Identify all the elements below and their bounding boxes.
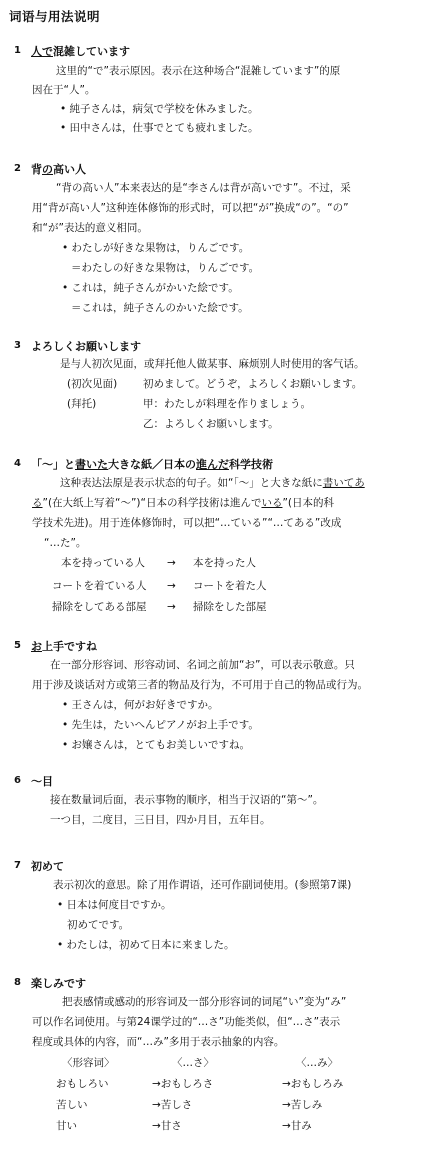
section-heading: ～目 [31, 775, 53, 788]
explanation-line: 因在于“人”。 [32, 84, 96, 96]
example-line: • 田中さんは，仕事でとても疲れました。 [60, 122, 259, 134]
table-cell: →おもしろさ [152, 1078, 214, 1090]
explanation-line: 和“が”表达的意义相同。 [32, 222, 148, 234]
explanation-line: 这种表达法原是表示状态的句子。如“「～」と大きな紙に書いてあ [60, 477, 365, 489]
example-line: • わたしは，初めて日本に来ました。 [57, 939, 235, 951]
section-heading: よろしくお願いします [31, 340, 141, 353]
table-header: 〈…み〉 [296, 1057, 338, 1069]
table-cell: おもしろい [56, 1078, 109, 1090]
section-heading: 楽しみです [31, 977, 86, 990]
section-heading: お上手ですね [31, 640, 97, 653]
explanation-line: 这里的“で”表示原因。表示在这种场合“混雑しています”的原 [56, 65, 341, 77]
section-heading: 人で混雑しています [31, 45, 130, 58]
section-heading: 背の高い人 [31, 163, 86, 176]
section-heading: 「～」と書いた大きな紙／日本の進んだ科学技術 [31, 458, 273, 471]
table-cell: 苦しい [56, 1099, 88, 1111]
table-cell: →甘さ [152, 1120, 182, 1132]
example-line: 一つ目，二度目，三日目，四か月目，五年目。 [50, 814, 271, 826]
table-row [56, 1094, 406, 1115]
conversion-before: コートを着ている人 [52, 580, 147, 592]
conversion-after: コートを着た人 [193, 580, 267, 592]
section-number: 2 [14, 163, 21, 174]
table-header-row [56, 1052, 406, 1073]
conversion-after: 本を持った人 [193, 557, 256, 569]
table-cell: →おもしろみ [282, 1078, 344, 1090]
section-number: 1 [14, 45, 21, 56]
section-number: 3 [14, 340, 21, 351]
example-line: • 先生は，たいへんピアノがお上手です。 [62, 719, 259, 731]
example-line: ＝これは，純子さんのかいた絵です。 [71, 302, 249, 314]
section-number: 8 [14, 977, 21, 988]
section-heading: 初めて [31, 860, 64, 873]
explanation-line: 把表感情或感动的形容词及一部分形容词的词尾“い”变为“み” [62, 996, 347, 1008]
explanation-line: 是与人初次见面，或拜托他人做某事、麻烦别人时使用的客气话。 [60, 358, 365, 370]
example-line: • これは，純子さんがかいた絵です。 [62, 282, 239, 294]
table-row [56, 1073, 406, 1094]
table-cell: →苦しみ [282, 1099, 323, 1111]
arrow-icon: → [167, 580, 176, 592]
explanation-line: る”(在大纸上写着“～”)“日本の科学技術は進んでいる”(日本的科 [32, 497, 334, 509]
usage-label: (拜托) [67, 398, 97, 410]
section-number: 5 [14, 640, 21, 651]
explanation-line: 在一部分形容词、形容动词、名词之前加“お”，可以表示敬意。只 [50, 659, 355, 671]
table-cell: →苦しさ [152, 1099, 193, 1111]
explanation-line: 用“背が高い人”这种连体修饰的形式时，可以把“が”换成“の”。“の” [32, 202, 349, 214]
usage-example: 甲：わたしが料理を作りましょう。 [143, 398, 311, 410]
conversion-after: 掃除をした部屋 [193, 601, 267, 613]
table-header: 〈形容词〉 [62, 1057, 115, 1069]
explanation-line: “…た”。 [44, 537, 87, 549]
example-line: 初めてです。 [67, 919, 130, 931]
page-title: 词语与用法说明 [9, 9, 101, 24]
explanation-line: 接在数量词后面，表示事物的顺序，相当于汉语的“第～”。 [50, 794, 324, 806]
usage-example: 初めまして。どうぞ，よろしくお願いします。 [143, 378, 363, 390]
table-row [56, 1115, 406, 1136]
conversion-before: 掃除をしてある部屋 [52, 601, 147, 613]
section-number: 6 [14, 775, 21, 786]
explanation-line: 用于涉及谈话对方或第三者的物品及行为，不可用于自己的物品或行为。 [32, 679, 368, 691]
example-line: • わたしが好きな果物は，りんごです。 [62, 242, 250, 254]
explanation-line: 学技术先进)。用于连体修饰时，可以把“…ている”“…てある”改成 [32, 517, 342, 529]
example-line: • 純子さんは，病気で学校を休みました。 [60, 103, 259, 115]
usage-example: 乙：よろしくお願いします。 [143, 418, 279, 430]
table-header: 〈…さ〉 [172, 1057, 214, 1069]
arrow-icon: → [167, 557, 176, 569]
example-line: ＝わたしの好きな果物は，りんごです。 [71, 262, 260, 274]
explanation-line: “背の高い人”本来表达的是“李さんは背が高いです”。不过，采 [56, 182, 351, 194]
section-number: 7 [14, 860, 21, 871]
example-line: • 日本は何度目ですか。 [57, 899, 172, 911]
table-cell: →甘み [282, 1120, 312, 1132]
example-line: • 王さんは，何がお好きですか。 [62, 699, 219, 711]
conversion-before: 本を持っている人 [61, 557, 145, 569]
conjugation-table [56, 1052, 406, 1136]
explanation-line: 表示初次的意思。除了用作谓语，还可作副词使用。(参照第7课) [53, 879, 352, 891]
section-number: 4 [14, 458, 21, 469]
explanation-line: 可以作名词使用。与第24课学过的“…さ”功能类似，但“…さ”表示 [32, 1016, 341, 1028]
example-line: • お嬢さんは，とてもお美しいですね。 [62, 739, 251, 751]
usage-label: (初次见面) [67, 378, 118, 390]
arrow-icon: → [167, 601, 176, 613]
explanation-line: 程度或具体的内容，而“…み”多用于表示抽象的内容。 [32, 1036, 285, 1048]
table-cell: 甘い [56, 1120, 77, 1132]
